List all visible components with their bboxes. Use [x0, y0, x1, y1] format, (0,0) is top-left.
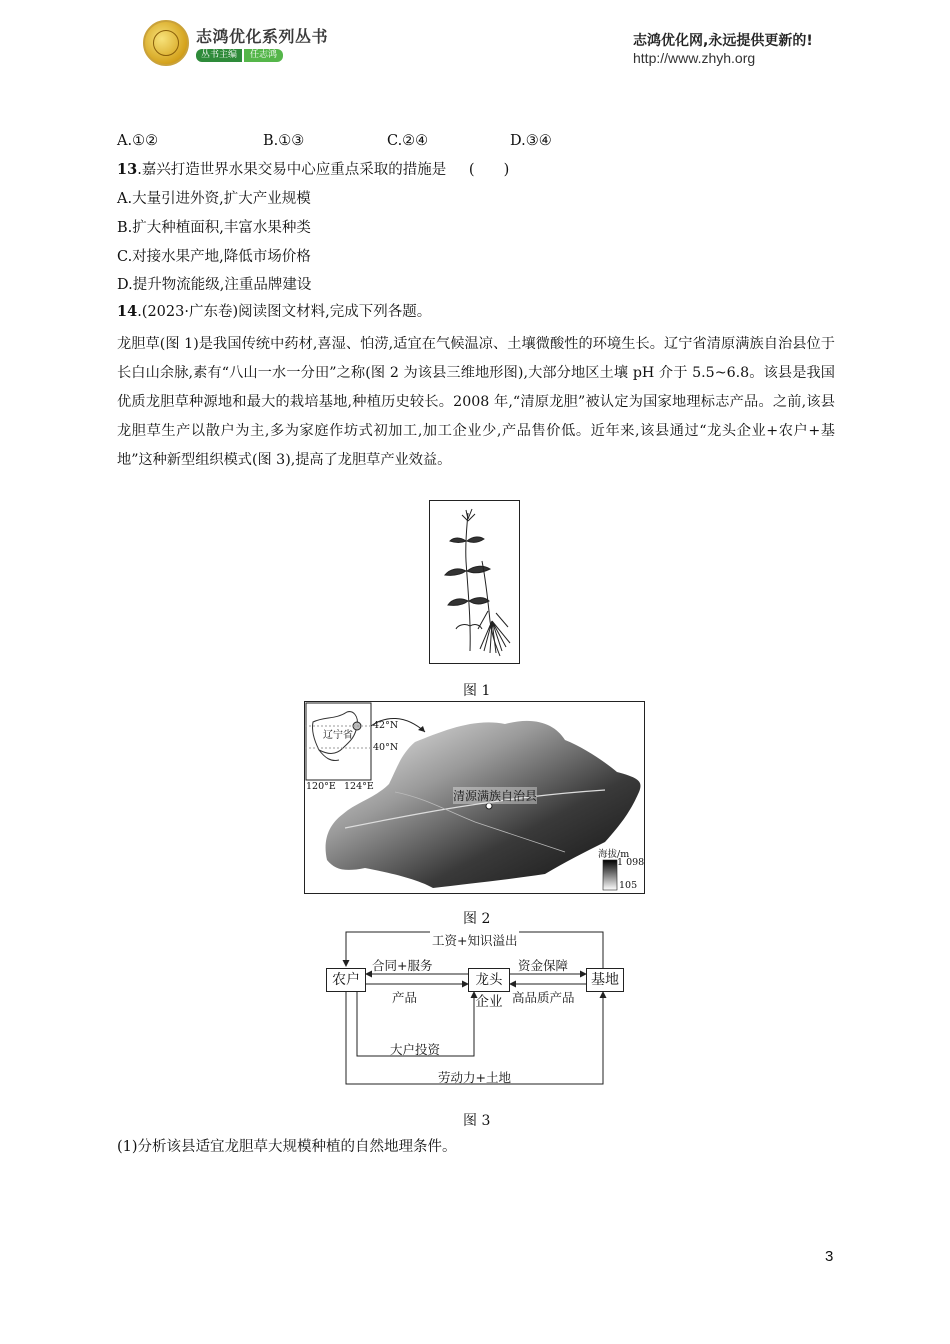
label-fund-guarantee: 资金保障	[518, 958, 569, 973]
label-wage-knowledge: 工资+知识溢出	[432, 933, 518, 948]
figure-2-terrain-map	[304, 701, 645, 894]
option-b: B.①③	[263, 133, 305, 149]
node-leading-enterprise: 龙头企业	[468, 968, 510, 992]
editor-label: 丛书主编	[196, 49, 242, 62]
label-quality-product: 高品质产品	[512, 990, 575, 1005]
header-slogan: 志鸿优化网,永远提供更新的!	[633, 33, 813, 49]
legend-title: 海拔/m	[598, 849, 630, 860]
figure-3-diagram	[320, 928, 630, 1090]
series-title: 志鸿优化系列丛书	[196, 27, 329, 46]
option-a: A.①②	[117, 133, 159, 149]
node-base: 基地	[586, 968, 624, 992]
q13-option-a: A.大量引进外资,扩大产业规模	[117, 191, 311, 207]
label-household-investment: 大户投资	[390, 1042, 441, 1057]
publisher-logo	[143, 20, 189, 66]
legend-min: 105	[619, 880, 638, 891]
latitude-42-label: 42°N	[373, 720, 399, 731]
option-c: C.②④	[387, 133, 429, 149]
legend-max: 1 098	[617, 857, 645, 868]
editor-name: 任志鸿	[244, 49, 283, 62]
q13-option-b: B.扩大种植面积,丰富水果种类	[117, 220, 311, 236]
header-url[interactable]: http://www.zhyh.org	[633, 50, 756, 66]
q14-stem: 14.(2023·广东卷)阅读图文材料,完成下列各题。	[117, 303, 432, 320]
q14-sub-question-1: (1)分析该县适宜龙胆草大规模种植的自然地理条件。	[117, 1139, 457, 1155]
figure-1-plant	[429, 500, 520, 664]
label-product: 产品	[392, 990, 418, 1005]
q13-option-d: D.提升物流能级,注重品牌建设	[117, 277, 312, 293]
figure-1-caption: 图 1	[463, 683, 491, 699]
page-number: 3	[825, 1248, 834, 1265]
option-d: D.③④	[510, 133, 552, 149]
label-contract-service: 合同+服务	[372, 958, 433, 973]
q13-option-c: C.对接水果产地,降低市场价格	[117, 249, 311, 265]
q13-stem: 13.嘉兴打造世界水果交易中心应重点采取的措施是 ( )	[117, 161, 510, 178]
latitude-40-label: 40°N	[373, 742, 399, 753]
longitude-120-label: 120°E	[306, 781, 336, 792]
q14-passage: 龙胆草(图 1)是我国传统中药材,喜湿、怕涝,适宜在气候温凉、土壤微酸性的环境生长。辽宁省清原满族自治县位于长白山余脉,素有“八山一水一分田”之称(图 2 为该县三维地形图),大部分地区土壤 pH 介于 5.5~6.8。该县是我国优质龙胆草种源地和最大的栽培基地,种植历史较长。2008 年,“清原龙胆”被认定为国家地理标志产品。之前,该县龙胆草生产以散户为主,多为家庭作坊式初加工,加工企业少,产品售价低。近年来,该县通过“龙头企业+农户+基地”这种新型组织模式(图 3),提高了龙胆草产业效益。	[117, 336, 835, 468]
county-label: 清源满族自治县	[453, 789, 538, 803]
node-farmers: 农户	[326, 968, 366, 992]
gentian-plant-illustration	[430, 501, 519, 663]
label-labor-land: 劳动力+土地	[438, 1070, 511, 1085]
inset-province-label: 辽宁省	[323, 730, 353, 741]
longitude-124-label: 124°E	[344, 781, 374, 792]
figure-3-caption: 图 3	[463, 1113, 491, 1129]
figure-2-caption: 图 2	[463, 911, 491, 927]
